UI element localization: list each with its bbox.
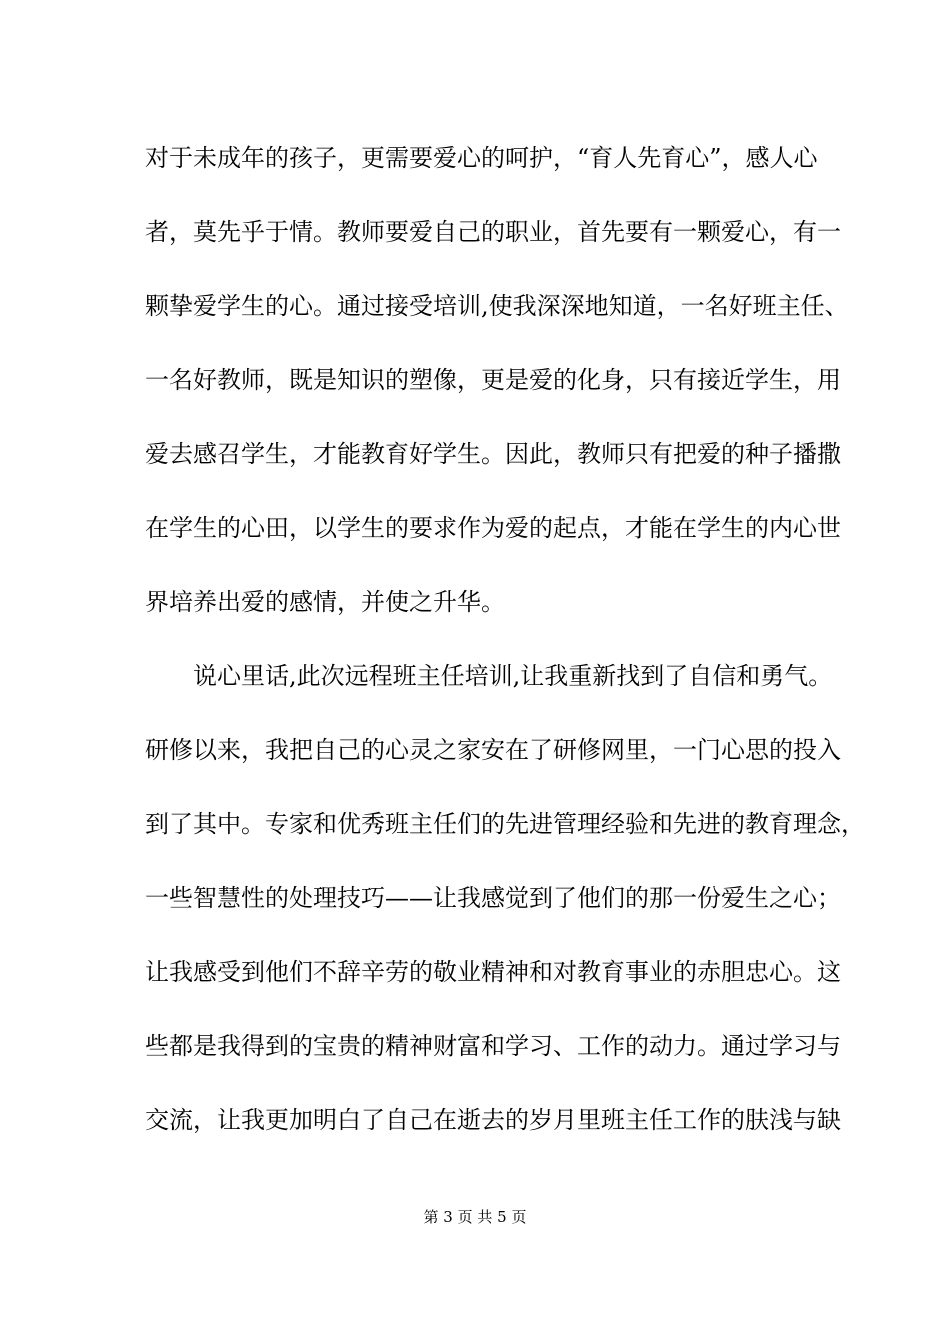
- text-line: 爱去感召学生，才能教育好学生。因此，教师只有把爱的种子播撒: [145, 440, 841, 468]
- text-line: 对于未成年的孩子，更需要爱心的呵护，“育人先育心”，感人心: [145, 144, 818, 172]
- text-line: 些都是我得到的宝贵的精神财富和学习、工作的动力。通过学习与: [145, 1032, 841, 1060]
- text-line: 一名好教师，既是知识的塑像，更是爱的化身，只有接近学生，用: [145, 366, 841, 394]
- document-body: [145, 130, 865, 1166]
- text-line: 研修以来，我把自己的心灵之家安在了研修网里，一门心思的投入: [145, 736, 841, 764]
- text-line: 颗挚爱学生的心。通过接受培训,使我深深地知道，一名好班主任、: [145, 292, 849, 320]
- text-line: 让我感受到他们不辞辛劳的敬业精神和对教育事业的赤胆忠心。这: [145, 958, 841, 986]
- paragraph-1: [145, 130, 849, 648]
- text-line: 界培养出爱的感情，并使之升华。: [145, 588, 505, 616]
- text-line: 交流，让我更加明白了自己在逝去的岁月里班主任工作的肤浅与缺: [145, 1106, 841, 1134]
- text-line: 一些智慧性的处理技巧——让我感觉到了他们的那一份爱生之心；: [145, 884, 841, 912]
- text-line: 在学生的心田，以学生的要求作为爱的起点，才能在学生的内心世: [145, 514, 841, 542]
- text-line: 者，莫先乎于情。教师要爱自己的职业，首先要有一颗爱心，有一: [145, 218, 841, 246]
- text-line: 说心里话,此次远程班主任培训,让我重新找到了自信和勇气。: [193, 662, 833, 690]
- paragraph-2: [145, 648, 865, 1166]
- text-line: 到了其中。专家和优秀班主任们的先进管理经验和先进的教育理念，: [145, 810, 865, 838]
- page-number-footer: 第 3 页 共 5 页: [423, 1208, 527, 1226]
